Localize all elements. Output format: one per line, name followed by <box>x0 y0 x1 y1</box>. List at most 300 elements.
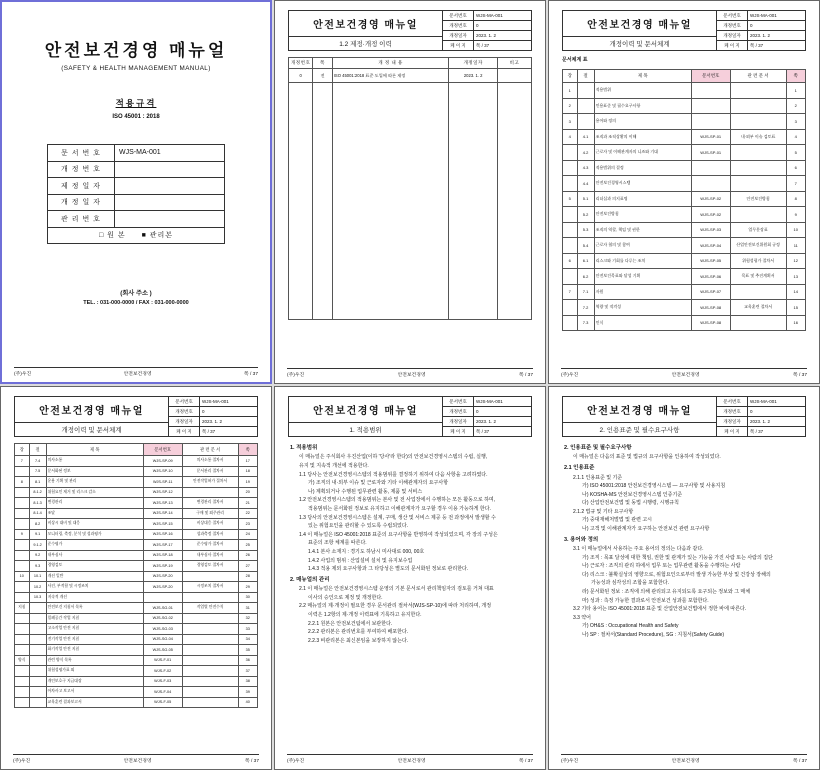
table-row <box>563 114 806 130</box>
table-cell: 안전작업허가 절차서 <box>182 477 238 488</box>
table-cell <box>563 207 578 223</box>
section-title: 1. 적용범위 <box>349 427 382 434</box>
table-cell: 준수평가 <box>46 540 143 551</box>
text-line: 마) 성과 : 측정 가능한 결과로서 안전보건 성과를 포함한다. <box>582 597 709 604</box>
field-label: 개 정 번 호 <box>48 161 115 178</box>
table-cell <box>15 613 30 624</box>
table-cell: WJS-SP-20 <box>143 571 182 582</box>
page-header <box>562 10 806 51</box>
table-cell: 6.1 <box>577 253 594 269</box>
page-thumbnail-scope[interactable] <box>274 386 546 770</box>
doc-meta-label: 문서번호 <box>169 397 200 406</box>
table-cell <box>182 655 238 666</box>
footer-left: (주)우진 <box>561 373 579 378</box>
doc-structure-table <box>14 443 258 708</box>
cover-subtitle: (SAFETY & HEALTH MANAGEMENT MANUAL) <box>61 65 211 72</box>
table-cell: 업무분장표 <box>730 222 786 238</box>
text-line: 적용범위는 문서화된 정보로 유지하고 이해관계자가 요구할 경우 이용 가능하게 한다. <box>308 506 491 513</box>
table-cell <box>497 83 531 320</box>
doc-meta-label: 개정번호 <box>169 407 200 416</box>
table-row <box>563 284 806 300</box>
doc-meta-label: 문서번호 <box>717 11 748 20</box>
text-line: 2. 인용표준 및 필수요구사항 <box>564 445 632 451</box>
table-cell: 근로자 협의 및 참여 <box>594 238 691 254</box>
table-cell <box>691 160 730 176</box>
table-row <box>15 634 258 645</box>
table-cell: 8.1.2 <box>29 487 46 498</box>
table-cell: 6.2 <box>577 269 594 285</box>
page-thumbnail-doc-structure-1[interactable] <box>548 0 820 384</box>
table-row <box>15 561 258 572</box>
field-row <box>48 145 225 162</box>
field-row <box>48 161 225 178</box>
doc-meta-label: 개정번호 <box>443 407 474 416</box>
table-cell <box>29 603 46 614</box>
empty-rows <box>289 83 532 320</box>
table-cell: 밀폐공간 작업 지침 <box>46 613 143 624</box>
text-line: 3.3 약어 <box>573 614 592 621</box>
table-cell: 4 <box>563 129 578 145</box>
text-line: 가) 조직 : 목표 달성에 대한 책임, 권한 및 관계가 있는 기능을 가진 사람 또는 사람의 집단 <box>582 554 773 561</box>
doc-meta-row <box>717 407 805 417</box>
table-cell <box>182 634 238 645</box>
doc-meta-value: 2023. 1. 2 <box>202 419 223 424</box>
company-address: (회사 주소 ) <box>120 290 152 297</box>
footer-center: 안전보건경영 <box>671 373 700 378</box>
doc-meta-value: 2023. 1. 2 <box>476 33 497 38</box>
table-cell: 7.1 <box>577 284 594 300</box>
table-cell <box>182 645 238 656</box>
table-cell <box>563 269 578 285</box>
doc-meta-value: 쪽 / 37 <box>476 428 490 434</box>
text-line: 나) KOSHA-MS 안전보건경영시스템 인증기준 <box>582 491 683 498</box>
column-header: 개정번호 <box>289 58 313 69</box>
table-cell: WJS-SP-07 <box>691 284 730 300</box>
table-cell: 안전보건경영시스템 <box>594 176 691 192</box>
text-line: 1.1 당사는 안전보건경영시스템의 적용범위를 결정하기 위하여 다음 사항을 고려하였다. <box>299 471 488 478</box>
text-line: 이력은 1.2항의 제·개정 이력표에 기록하고 유지한다. <box>308 612 422 618</box>
doc-meta-value: 2023. 1. 2 <box>750 419 771 424</box>
table-cell <box>563 300 578 316</box>
table-cell <box>730 284 786 300</box>
doc-meta-row <box>717 21 805 31</box>
table-cell <box>563 176 578 192</box>
table-cell <box>29 655 46 666</box>
doc-meta-label: 페 이 지 <box>443 427 474 436</box>
footer-center: 안전보건경영 <box>671 759 700 764</box>
page-footer <box>561 754 807 764</box>
manual-title: 안전보건경영 매뉴얼 <box>289 11 442 37</box>
table-cell: 전기작업 안전 지침 <box>46 634 143 645</box>
copy-type-cell: □ 원 본 ■ 관리본 <box>48 227 225 244</box>
table-cell: 내부심사 절차서 <box>182 550 238 561</box>
table-header-row <box>15 444 258 456</box>
table-cell: 안전보건 지침서 목록 <box>46 603 143 614</box>
table-row <box>15 676 258 687</box>
table-cell: 5.3 <box>577 222 594 238</box>
doc-meta-label: 개정번호 <box>717 21 748 30</box>
text-line: 나) 고객 및 이해관계자가 요구하는 안전보건 관련 요구사항 <box>582 526 710 533</box>
table-cell: 7 <box>563 284 578 300</box>
table-cell: 6 <box>786 160 805 176</box>
text-line: 2. 매뉴얼의 관리 <box>290 576 330 583</box>
table-cell: WJS-SG-02 <box>143 613 182 624</box>
table-row <box>15 498 258 509</box>
table-cell: 산업안전보건위원회 규정 <box>730 238 786 254</box>
table-cell <box>15 645 30 656</box>
text-line: 나) 근로자 : 조직의 관리 하에서 업무 또는 업무관련 활동을 수행하는 사람 <box>582 563 741 570</box>
table-cell: 5.4 <box>577 238 594 254</box>
table-cell: 인용표준 및 필수요구사항 <box>594 98 691 114</box>
table-cell: 38 <box>238 676 257 687</box>
table-cell: 지침 <box>15 603 30 614</box>
column-header: 개 정 내 용 <box>332 58 449 69</box>
table-cell <box>29 666 46 677</box>
table-cell: WJS-SG-03 <box>143 624 182 635</box>
table-cell: WJS-SP-11 <box>143 477 182 488</box>
text-line: 3.2 기타 용어는 ISO 45001:2018 표준 및 산업안전보건법에서 정한 바에 따른다. <box>573 606 747 613</box>
table-row <box>563 83 806 99</box>
table-row <box>15 529 258 540</box>
column-header: 문서번호 <box>143 444 182 456</box>
page-header <box>288 396 532 437</box>
doc-meta-row <box>717 31 805 41</box>
table-cell: 역량 및 적격성 <box>594 300 691 316</box>
table-cell <box>182 613 238 624</box>
table-caption: 문서체계 표 <box>562 57 588 63</box>
header-title-block <box>289 11 443 50</box>
text-line: 이 매뉴얼은 주식회사 우진산업(이하 '당사'라 한다)의 안전보건경영시스템의 수립, 실행, <box>299 454 488 461</box>
footer-left: (주)우진 <box>14 372 32 377</box>
table-cell: 1 <box>563 83 578 99</box>
table-cell: WJS-F-03 <box>143 676 182 687</box>
table-cell: 10.2 <box>29 582 46 593</box>
text-line: 2.2 매뉴얼의 제·개정이 필요한 경우 문서관리 절차서(WJS-SP-10)에 따라 처리하며, 개정 <box>299 603 492 610</box>
table-cell <box>563 160 578 176</box>
table-cell: 자원 <box>594 284 691 300</box>
table-cell: 10.1 <box>29 571 46 582</box>
cover-fields <box>47 144 225 244</box>
table-cell: 의사소통 <box>46 456 143 467</box>
data-table <box>562 69 806 331</box>
page-thumbnail-references[interactable] <box>548 386 820 770</box>
table-cell <box>563 145 578 161</box>
doc-meta-table <box>443 397 531 436</box>
table-cell: 2023. 1. 2 <box>449 69 498 83</box>
table-cell: WJS-SG-04 <box>143 634 182 645</box>
page-thumbnail-doc-structure-2[interactable] <box>0 386 272 770</box>
table-cell: 4.2 <box>577 145 594 161</box>
section-title: 개정이력 및 문서체계 <box>61 427 122 434</box>
table-cell: 양식 <box>15 655 30 666</box>
table-row <box>563 222 806 238</box>
table-cell: 9.1 <box>29 529 46 540</box>
table-cell: 4 <box>786 129 805 145</box>
doc-meta-row <box>717 427 805 436</box>
table-row <box>15 655 258 666</box>
table-cell: WJS-SP-05 <box>691 253 730 269</box>
text-line: 나) SP : 절차서(Standard Procedure), SG : 지침서(Safety Guide) <box>582 632 725 639</box>
table-cell: 28 <box>238 571 257 582</box>
cover-standard-label: 적용규격 <box>115 98 157 108</box>
table-cell: 39 <box>238 687 257 698</box>
table-cell: 31 <box>238 603 257 614</box>
column-header: 관 련 문 서 <box>730 70 786 83</box>
table-row <box>15 645 258 656</box>
table-row <box>563 191 806 207</box>
table-cell <box>730 114 786 130</box>
table-cell: 사건, 부적합 및 시정조치 <box>46 582 143 593</box>
table-cell: 4.3 <box>577 160 594 176</box>
table-row <box>15 603 258 614</box>
column-header: 절 <box>577 70 594 83</box>
table-cell: 17 <box>238 456 257 467</box>
table-cell <box>182 666 238 677</box>
table-cell: 개선 일반 <box>46 571 143 582</box>
field-value <box>115 211 225 228</box>
table-cell <box>15 697 30 708</box>
table-row <box>15 487 258 498</box>
table-cell <box>15 624 30 635</box>
table-row <box>563 300 806 316</box>
table-cell <box>29 624 46 635</box>
table-cell: 27 <box>238 561 257 572</box>
doc-meta-label: 문서번호 <box>443 11 474 20</box>
table-cell: 25 <box>238 540 257 551</box>
doc-meta-label: 개정일자 <box>169 417 200 426</box>
table-cell: 37 <box>238 666 257 677</box>
table-cell <box>143 592 182 603</box>
table-cell: 32 <box>238 613 257 624</box>
table-cell <box>29 645 46 656</box>
table-cell <box>15 519 30 530</box>
table-row <box>15 687 258 698</box>
doc-meta-value: 쪽 / 37 <box>750 428 764 434</box>
header-title-block <box>289 397 443 436</box>
table-cell <box>15 550 30 561</box>
text-line: 1. 적용범위 <box>290 445 318 451</box>
table-cell <box>15 666 30 677</box>
table-cell: 9 <box>15 529 30 540</box>
table-cell <box>182 624 238 635</box>
doc-meta-label: 개정번호 <box>717 407 748 416</box>
page-thumbnail-cover[interactable] <box>0 0 272 384</box>
table-row <box>563 253 806 269</box>
field-row <box>48 178 225 195</box>
table-cell: WJS-SP-08 <box>691 315 730 331</box>
table-cell <box>691 98 730 114</box>
doc-meta-label: 페 이 지 <box>169 427 200 436</box>
table-cell <box>313 83 332 320</box>
table-row <box>563 98 806 114</box>
table-cell: WJS-SP-06 <box>691 269 730 285</box>
table-cell: 조직과 조직상황의 이해 <box>594 129 691 145</box>
table-cell: 21 <box>238 498 257 509</box>
table-cell <box>29 697 46 708</box>
cover-title: 안전보건경영 매뉴얼 <box>44 41 228 60</box>
doc-meta-label: 페 이 지 <box>443 41 474 50</box>
table-row <box>563 238 806 254</box>
table-cell <box>332 83 449 320</box>
table-cell: 9 <box>786 207 805 223</box>
manual-title: 안전보건경영 매뉴얼 <box>289 397 442 423</box>
table-cell: 7.5 <box>29 466 46 477</box>
table-cell: 비상대응 절차서 <box>182 519 238 530</box>
column-header: 관 련 문 서 <box>182 444 238 456</box>
table-row <box>289 69 532 83</box>
page-footer <box>14 367 258 377</box>
table-cell: 10 <box>786 222 805 238</box>
table-cell: 준수평가 절차서 <box>182 540 238 551</box>
table-cell <box>29 613 46 624</box>
table-cell: 24 <box>238 529 257 540</box>
doc-meta-value: WJS-MA-001 <box>476 13 503 18</box>
column-header: 쪽 <box>313 58 332 69</box>
table-cell: WJS-SP-20 <box>143 582 182 593</box>
table-cell <box>15 634 30 645</box>
column-header: 제 목 <box>594 70 691 83</box>
table-cell: 29 <box>238 582 257 593</box>
table-cell: 리스크와 기회를 다루는 조치 <box>594 253 691 269</box>
doc-meta-label: 페 이 지 <box>717 41 748 50</box>
table-cell: 의사소통 절차서 <box>182 456 238 467</box>
table-cell: 6 <box>563 253 578 269</box>
table-cell <box>730 160 786 176</box>
table-cell <box>182 697 238 708</box>
table-row <box>563 269 806 285</box>
company-tel-fax: TEL. : 031-000-0000 / FAX : 031-000-0000 <box>83 300 189 306</box>
page-footer <box>561 368 807 378</box>
header-title-block <box>563 11 717 50</box>
table-cell: 14 <box>786 284 805 300</box>
table-row <box>15 592 258 603</box>
doc-meta-value: 쪽 / 37 <box>750 42 764 48</box>
table-cell: 5.2 <box>577 207 594 223</box>
text-line: 나) 계획되거나 수행된 업무관련 활동, 제품 및 서비스 <box>308 488 423 495</box>
section-title: 개정이력 및 문서체계 <box>609 41 670 48</box>
doc-meta-value: 2023. 1. 2 <box>476 419 497 424</box>
text-line: 2.1.1 인용표준 및 기준 <box>573 474 623 481</box>
footer-right: 쪽 / 37 <box>244 372 258 377</box>
table-cell <box>29 676 46 687</box>
table-cell: 위험성평가표 외 <box>46 666 143 677</box>
table-cell: 안전보건방침 <box>730 191 786 207</box>
table-cell: WJS-SP-12 <box>143 487 182 498</box>
table-cell: 33 <box>238 624 257 635</box>
table-row <box>15 624 258 635</box>
text-line: 가능성과 심각성의 조합을 포함한다. <box>591 580 670 587</box>
table-row <box>563 315 806 331</box>
table-cell: 조직의 역할, 책임 및 권한 <box>594 222 691 238</box>
table-cell: 15 <box>786 300 805 316</box>
text-line: 유지 및 지속적 개선에 적용한다. <box>299 463 369 470</box>
table-cell: 경영검토 절차서 <box>182 561 238 572</box>
table-cell: 적용범위의 결정 <box>594 160 691 176</box>
doc-meta-value: 0 <box>476 23 479 28</box>
doc-meta-value: 쪽 / 37 <box>476 42 490 48</box>
text-line: 2.2.2 관리본은 관리번호를 부여하여 배포한다. <box>308 629 409 636</box>
doc-meta-row <box>443 31 531 41</box>
doc-meta-label: 문서번호 <box>717 397 748 406</box>
field-row <box>48 211 225 228</box>
doc-meta-label: 문서번호 <box>443 397 474 406</box>
table-cell: 지속적 개선 <box>46 592 143 603</box>
doc-meta-table <box>169 397 257 436</box>
table-row <box>15 508 258 519</box>
doc-meta-row <box>169 417 257 427</box>
table-cell: 9.3 <box>29 561 46 572</box>
table-cell: 위험요인 제거 및 리스크 감소 <box>46 487 143 498</box>
table-cell: 운용 기획 및 관리 <box>46 477 143 488</box>
copy-row <box>48 227 225 244</box>
table-cell: 용어와 정의 <box>594 114 691 130</box>
doc-meta-label: 개정일자 <box>717 31 748 40</box>
manual-title: 안전보건경영 매뉴얼 <box>563 397 716 423</box>
doc-meta-value: 0 <box>202 409 205 414</box>
table-cell: WJS-F-01 <box>143 655 182 666</box>
table-cell <box>577 83 594 99</box>
footer-center: 안전보건경영 <box>397 759 426 764</box>
table-cell: ISO 45001:2018 표준 도입에 따른 제정 <box>332 69 449 83</box>
column-header: 쪽 <box>786 70 805 83</box>
doc-meta-value: 2023. 1. 2 <box>750 33 771 38</box>
table-cell: 7 <box>786 176 805 192</box>
table-cell: 10 <box>15 571 30 582</box>
table-cell <box>15 487 30 498</box>
table-cell: WJS-SP-18 <box>143 550 182 561</box>
doc-meta-table <box>717 397 805 436</box>
table-cell: WJS-SG-01 <box>143 603 182 614</box>
table-cell: 7.3 <box>577 315 594 331</box>
table-cell: 개인보호구 지급대장 <box>46 676 143 687</box>
table-cell: WJS-SP-19 <box>143 561 182 572</box>
footer-left: (주)우진 <box>13 759 31 764</box>
table-cell: 변경관리 절차서 <box>182 498 238 509</box>
table-cell: 2 <box>786 98 805 114</box>
field-label: 개 정 일 자 <box>48 194 115 211</box>
table-cell: WJS-SP-16 <box>143 529 182 540</box>
text-line: 가) 중대재해처벌법 및 관련 고시 <box>582 517 653 524</box>
table-cell: 5.1 <box>577 191 594 207</box>
table-row <box>15 456 258 467</box>
table-cell: 안전보건목표와 달성 기획 <box>594 269 691 285</box>
page-footer <box>13 754 259 764</box>
manual-title: 안전보건경영 매뉴얼 <box>15 397 168 423</box>
table-cell: 35 <box>238 645 257 656</box>
table-cell <box>15 687 30 698</box>
footer-left: (주)우진 <box>561 759 579 764</box>
column-header: 쪽 <box>238 444 257 456</box>
column-header: 장 <box>15 444 30 456</box>
doc-meta-table <box>443 11 531 50</box>
table-cell: 아차사고 보고서 <box>46 687 143 698</box>
doc-meta-table <box>717 11 805 50</box>
column-header: 개정일자 <box>449 58 498 69</box>
cover-fields-table <box>47 144 225 244</box>
table-cell: 5 <box>786 145 805 161</box>
doc-meta-row <box>717 11 805 21</box>
column-header: 장 <box>563 70 578 83</box>
table-cell: 내부심사 <box>46 550 143 561</box>
table-cell: 리더십과 의지표명 <box>594 191 691 207</box>
table-cell <box>577 114 594 130</box>
page-thumbnail-revision-history[interactable] <box>274 0 546 384</box>
table-cell: 화기작업 안전 지침 <box>46 645 143 656</box>
table-cell <box>15 540 30 551</box>
text-line: 2.1.2 법규 및 기타 요구사항 <box>573 508 634 515</box>
table-cell: 교육훈련 절차서 <box>730 300 786 316</box>
data-table <box>14 443 258 708</box>
